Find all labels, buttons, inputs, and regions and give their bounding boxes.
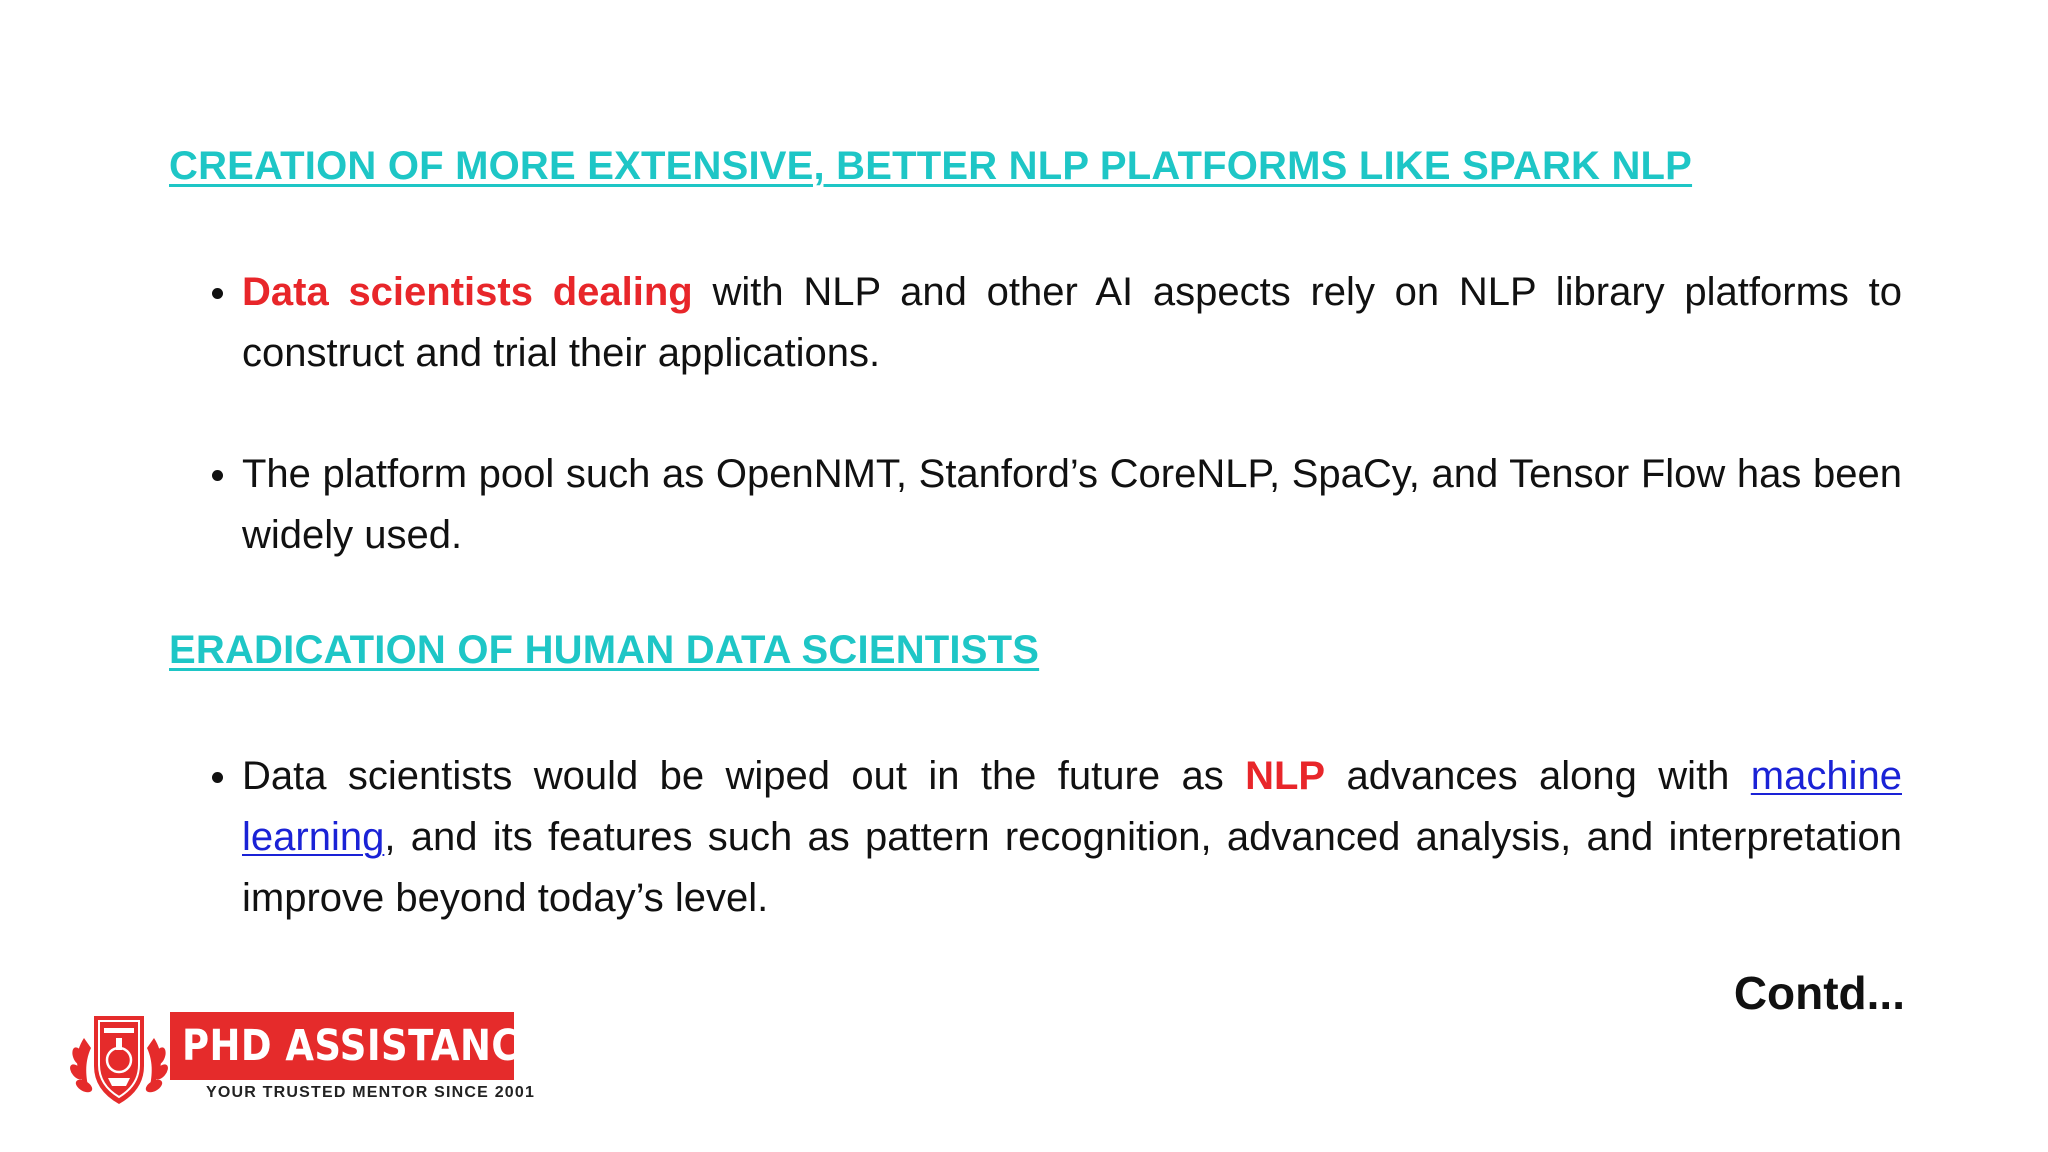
bullet-list-nlp-platforms xyxy=(242,262,1902,384)
logo-tagline: YOUR TRUSTED MENTOR SINCE 2001 xyxy=(206,1084,536,1101)
list-item xyxy=(242,444,1902,566)
crest-laurel-icon xyxy=(64,1008,174,1110)
bullet-text: with NLP and other AI aspects rely on NLP library platforms to construct and trial their applications. xyxy=(242,270,1902,375)
section-heading-eradication: ERADICATION OF HUMAN DATA SCIENTISTS xyxy=(169,628,1040,672)
list-item xyxy=(242,746,1902,929)
bullet-text: Data scientists would be wiped out in the future as xyxy=(242,754,1246,798)
highlight-text: NLP xyxy=(1245,754,1326,798)
bullet-list-platform-pool xyxy=(242,444,1902,566)
contd-label: Contd... xyxy=(1733,967,1905,1019)
machine-learning-link[interactable]: machine learning xyxy=(242,754,1902,859)
highlight-text: Data scientists dealing xyxy=(242,270,693,314)
bullet-text: , and its features such as pattern recognition, advanced analysis, and interpretation improve beyond today’s level. xyxy=(242,815,1902,920)
phd-assistance-logo xyxy=(64,1008,545,1110)
bullet-text: The platform pool such as OpenNMT, Stanford’s CoreNLP, SpaCy, and Tensor Flow has been widely used. xyxy=(242,452,1902,557)
list-item xyxy=(242,262,1902,384)
logo-name: PHD ASSISTANCE xyxy=(182,1021,545,1071)
bullet-text: advances along with xyxy=(1325,754,1751,798)
section-heading-nlp-platforms: CREATION OF MORE EXTENSIVE, BETTER NLP PLATFORMS LIKE SPARK NLP xyxy=(169,144,1693,188)
bullet-list-eradication xyxy=(242,746,1902,929)
